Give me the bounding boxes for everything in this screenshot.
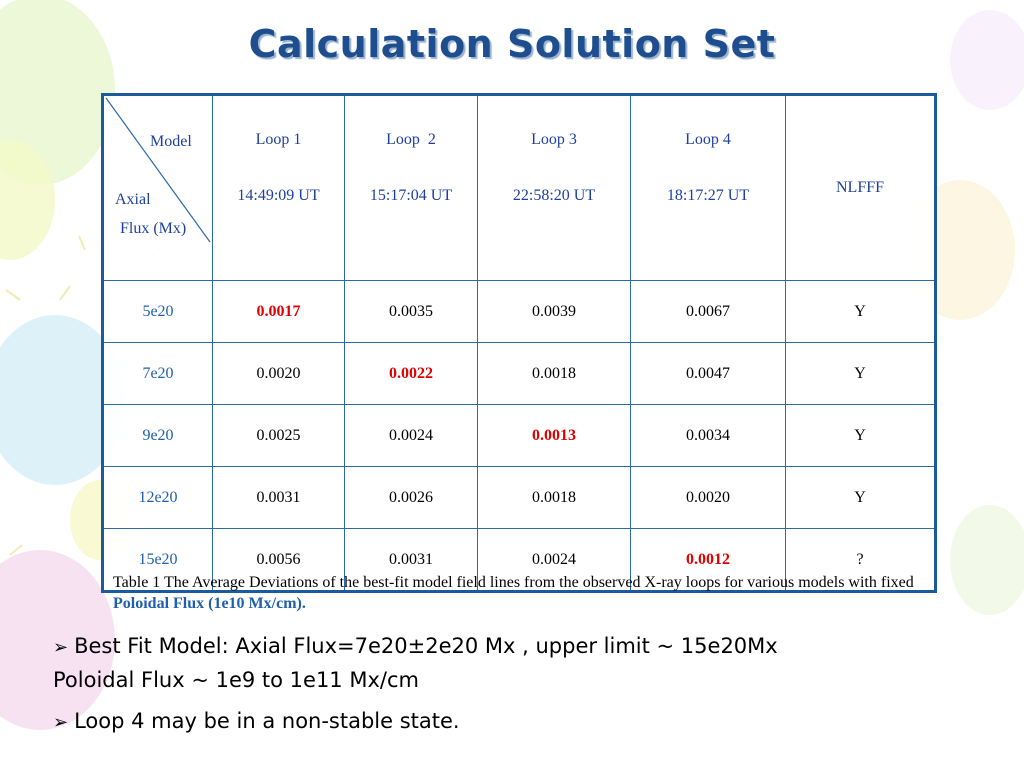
nlfff-cell: Y [786, 405, 936, 467]
table-caption [113, 572, 953, 614]
column-header-loop3 [478, 95, 631, 281]
column-header-nlfff: NLFFF [786, 95, 936, 281]
caption-text: Table 1 The Average Deviations of the best-fit model field lines from the observed X-ray loops for various models with fixed [113, 574, 914, 591]
loop-time: 18:17:27 UT [666, 187, 750, 204]
loop-time: 14:49:09 UT [237, 187, 320, 204]
axial-flux-cell: 15e20 [103, 529, 213, 592]
corner-flux-label: Flux (Mx) [120, 220, 187, 237]
bullet-item [53, 630, 1013, 697]
bullet-text-continued: Poloidal Flux ~ 1e9 to 1e11 Mx/cm [53, 668, 419, 692]
bullet-text: Loop 4 may be in a non-stable state. [74, 709, 460, 733]
slide-title: Calculation Solution Set [248, 22, 776, 66]
column-header-loop2 [345, 95, 478, 281]
axial-flux-cell: 12e20 [103, 467, 213, 529]
nlfff-cell: Y [786, 281, 936, 343]
deviation-cell: 0.0020 [631, 467, 786, 529]
deviation-cell-best: 0.0022 [345, 343, 478, 405]
loop-time: 15:17:04 UT [369, 187, 453, 204]
deviation-cell: 0.0025 [213, 405, 345, 467]
deviation-cell: 0.0034 [631, 405, 786, 467]
deviation-cell: 0.0031 [213, 467, 345, 529]
deviation-cell: 0.0039 [478, 281, 631, 343]
table-header-row [103, 95, 936, 281]
corner-model-label: Model [150, 133, 192, 150]
deviation-cell-best: 0.0017 [213, 281, 345, 343]
deviation-cell: 0.0056 [213, 529, 345, 592]
caption-poloidal-flux: Poloidal Flux (1e10 Mx/cm). [113, 595, 306, 612]
deviation-table [101, 93, 937, 593]
arrow-bullet-icon: ➢ [53, 712, 69, 733]
loop-name: Loop 4 [685, 131, 731, 148]
deviation-cell: 0.0020 [213, 343, 345, 405]
loop-name: Loop 2 [386, 131, 436, 148]
loop-name: Loop 3 [531, 131, 577, 148]
nlfff-cell: Y [786, 467, 936, 529]
loop-time: 22:58:20 UT [512, 187, 596, 204]
deviation-cell: 0.0024 [345, 405, 478, 467]
table-corner-cell [103, 95, 213, 281]
deviation-cell-best: 0.0013 [478, 405, 631, 467]
bullet-list [53, 630, 1013, 747]
bullet-text: Best Fit Model: Axial Flux=7e20±2e20 Mx , upper limit ~ 15e20Mx [74, 634, 778, 658]
nlfff-cell: Y [786, 343, 936, 405]
corner-axial-label: Axial [115, 191, 151, 208]
deviation-cell: 0.0026 [345, 467, 478, 529]
axial-flux-cell: 9e20 [103, 405, 213, 467]
arrow-bullet-icon: ➢ [53, 637, 69, 658]
table-row [103, 343, 936, 405]
deviation-cell: 0.0018 [478, 343, 631, 405]
bullet-item [53, 705, 1013, 739]
deviation-cell: 0.0035 [345, 281, 478, 343]
table-row [103, 467, 936, 529]
deviation-cell: 0.0018 [478, 467, 631, 529]
axial-flux-cell: 7e20 [103, 343, 213, 405]
column-header-loop1 [213, 95, 345, 281]
table-row [103, 405, 936, 467]
loop-name: Loop 1 [255, 131, 302, 148]
deviation-cell-best: 0.0012 [631, 529, 786, 592]
deviation-cell: 0.0067 [631, 281, 786, 343]
column-header-loop4 [631, 95, 786, 281]
axial-flux-cell: 5e20 [103, 281, 213, 343]
nlfff-cell: ? [786, 529, 936, 592]
deviation-cell: 0.0047 [631, 343, 786, 405]
deviation-cell: 0.0024 [478, 529, 631, 592]
table-row [103, 281, 936, 343]
deviation-cell: 0.0031 [345, 529, 478, 592]
